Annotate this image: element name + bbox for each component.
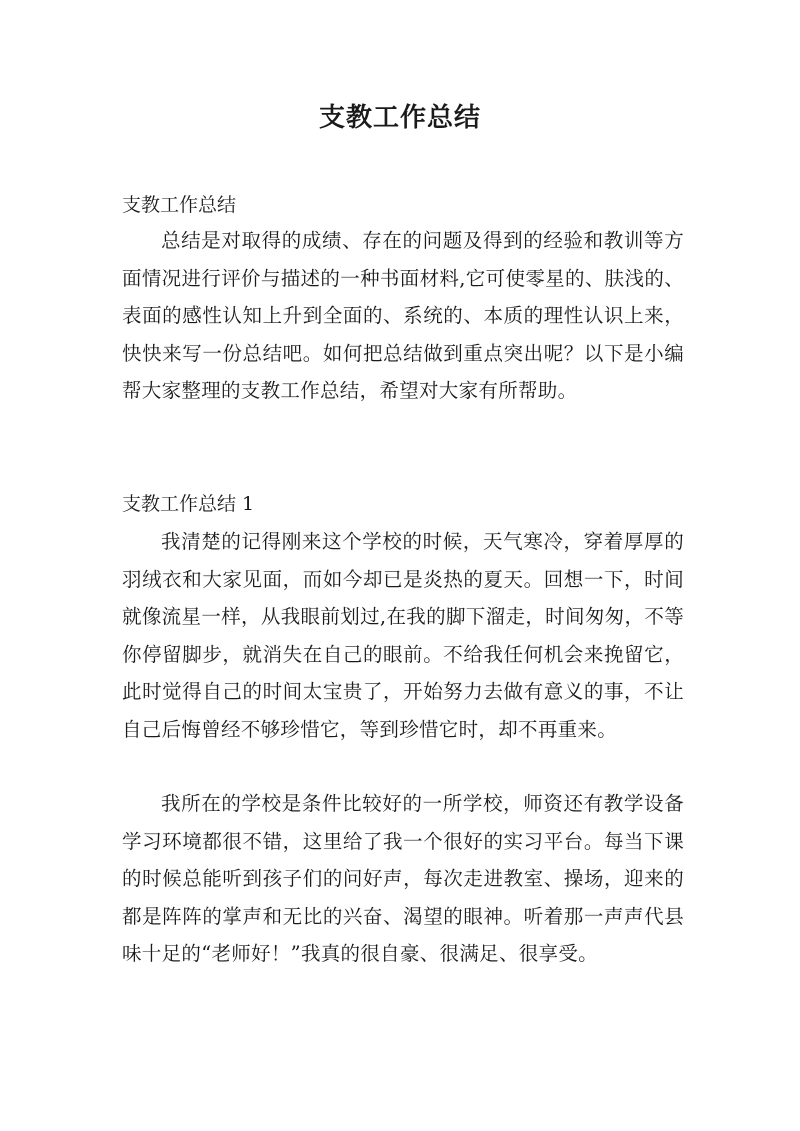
section-1-heading: 支教工作总结 1 xyxy=(122,493,255,515)
intro-paragraph: 总结是对取得的成绩、存在的问题及得到的经验和教训等方面情况进行评价与描述的一种书面材料,它可使零星的、肤浅的、表面的感性认知上升到全面的、系统的、本质的理性认识上来，快快来写一份总结吧。如何把总结做到重点突出呢？以下是小编帮大家整理的支教工作总结，希望对大家有所帮助。 xyxy=(122,229,684,402)
intro-heading: 支教工作总结 xyxy=(122,194,237,216)
document-title: 支教工作总结 xyxy=(318,103,481,133)
section-1-paragraph-2: 我所在的学校是条件比较好的一所学校，师资还有教学设备学习环境都很不错，这里给了我一个很好的实习平台。每当下课的时候总能听到孩子们的问好声，每次走进教室、操场，迎来的都是阵阵的掌声和无比的兴奋、渴望的眼神。听着那一声声代县味十足的“老师好！”我真的很自豪、很满足、很享受。 xyxy=(122,792,684,965)
section-1-paragraph-1: 我清楚的记得刚来这个学校的时候，天气寒冷，穿着厚厚的羽绒衣和大家见面，而如今却已是炎热的夏天。回想一下，时间就像流星一样，从我眼前划过,在我的脚下溜走，时间匆匆，不等你停留脚步，就消失在自己的眼前。不给我任何机会来挽留它，此时觉得自己的时间太宝贵了，开始努力去做有意义的事，不让自己后悔曾经不够珍惜它，等到珍惜它时，却不再重来。 xyxy=(122,530,684,741)
